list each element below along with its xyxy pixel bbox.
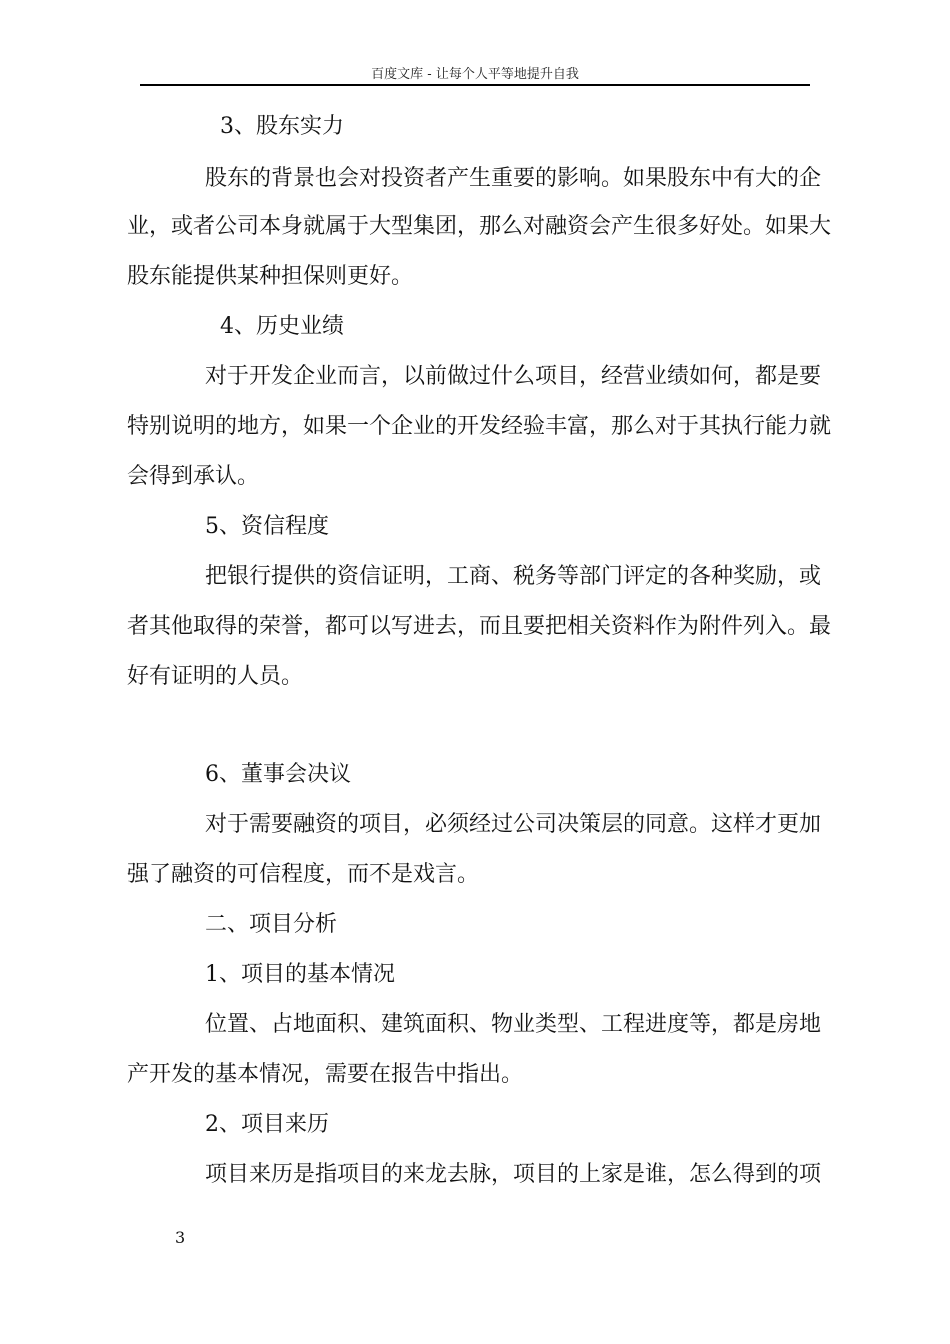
heading-track-record: 4、历史业绩: [220, 314, 344, 339]
paragraph-line: 把银行提供的资信证明，工商、税务等部门评定的各种奖励，或: [205, 564, 822, 589]
heading-board-resolution: 6、董事会决议: [205, 762, 351, 787]
paragraph-line: 者其他取得的荣誉，都可以写进去，而且要把相关资料作为附件列入。最: [127, 614, 832, 639]
paragraph-line: 对于需要融资的项目，必须经过公司决策层的同意。这样才更加: [205, 812, 822, 837]
paragraph-line: 项目来历是指项目的来龙去脉，项目的上家是谁，怎么得到的项: [205, 1162, 822, 1187]
page-header: 百度文库 - 让每个人平等地提升自我: [140, 66, 810, 86]
heading-shareholder-strength: 3、股东实力: [220, 114, 344, 139]
paragraph-line: 业，或者公司本身就属于大型集团，那么对融资会产生很多好处。如果大: [127, 214, 832, 239]
paragraph-line: 对于开发企业而言，以前做过什么项目，经营业绩如何，都是要: [205, 364, 822, 389]
paragraph-line: 特别说明的地方，如果一个企业的开发经验丰富，那么对于其执行能力就: [127, 414, 832, 439]
paragraph-line: 好有证明的人员。: [127, 664, 304, 689]
heading-credit-standing: 5、资信程度: [205, 514, 329, 539]
paragraph-line: 会得到承认。: [127, 464, 260, 489]
heading-project-basics: 1、项目的基本情况: [205, 962, 395, 987]
paragraph-line: 位置、占地面积、建筑面积、物业类型、工程进度等，都是房地: [205, 1012, 822, 1037]
paragraph-line: 强了融资的可信程度，而不是戏言。: [127, 862, 480, 887]
paragraph-line: 股东的背景也会对投资者产生重要的影响。如果股东中有大的企: [205, 166, 822, 191]
paragraph-line: 产开发的基本情况，需要在报告中指出。: [127, 1062, 524, 1087]
page-number: 3: [175, 1228, 186, 1247]
paragraph-line: 股东能提供某种担保则更好。: [127, 264, 414, 289]
heading-project-analysis: 二、项目分析: [205, 912, 338, 937]
heading-project-origin: 2、项目来历: [205, 1112, 329, 1137]
